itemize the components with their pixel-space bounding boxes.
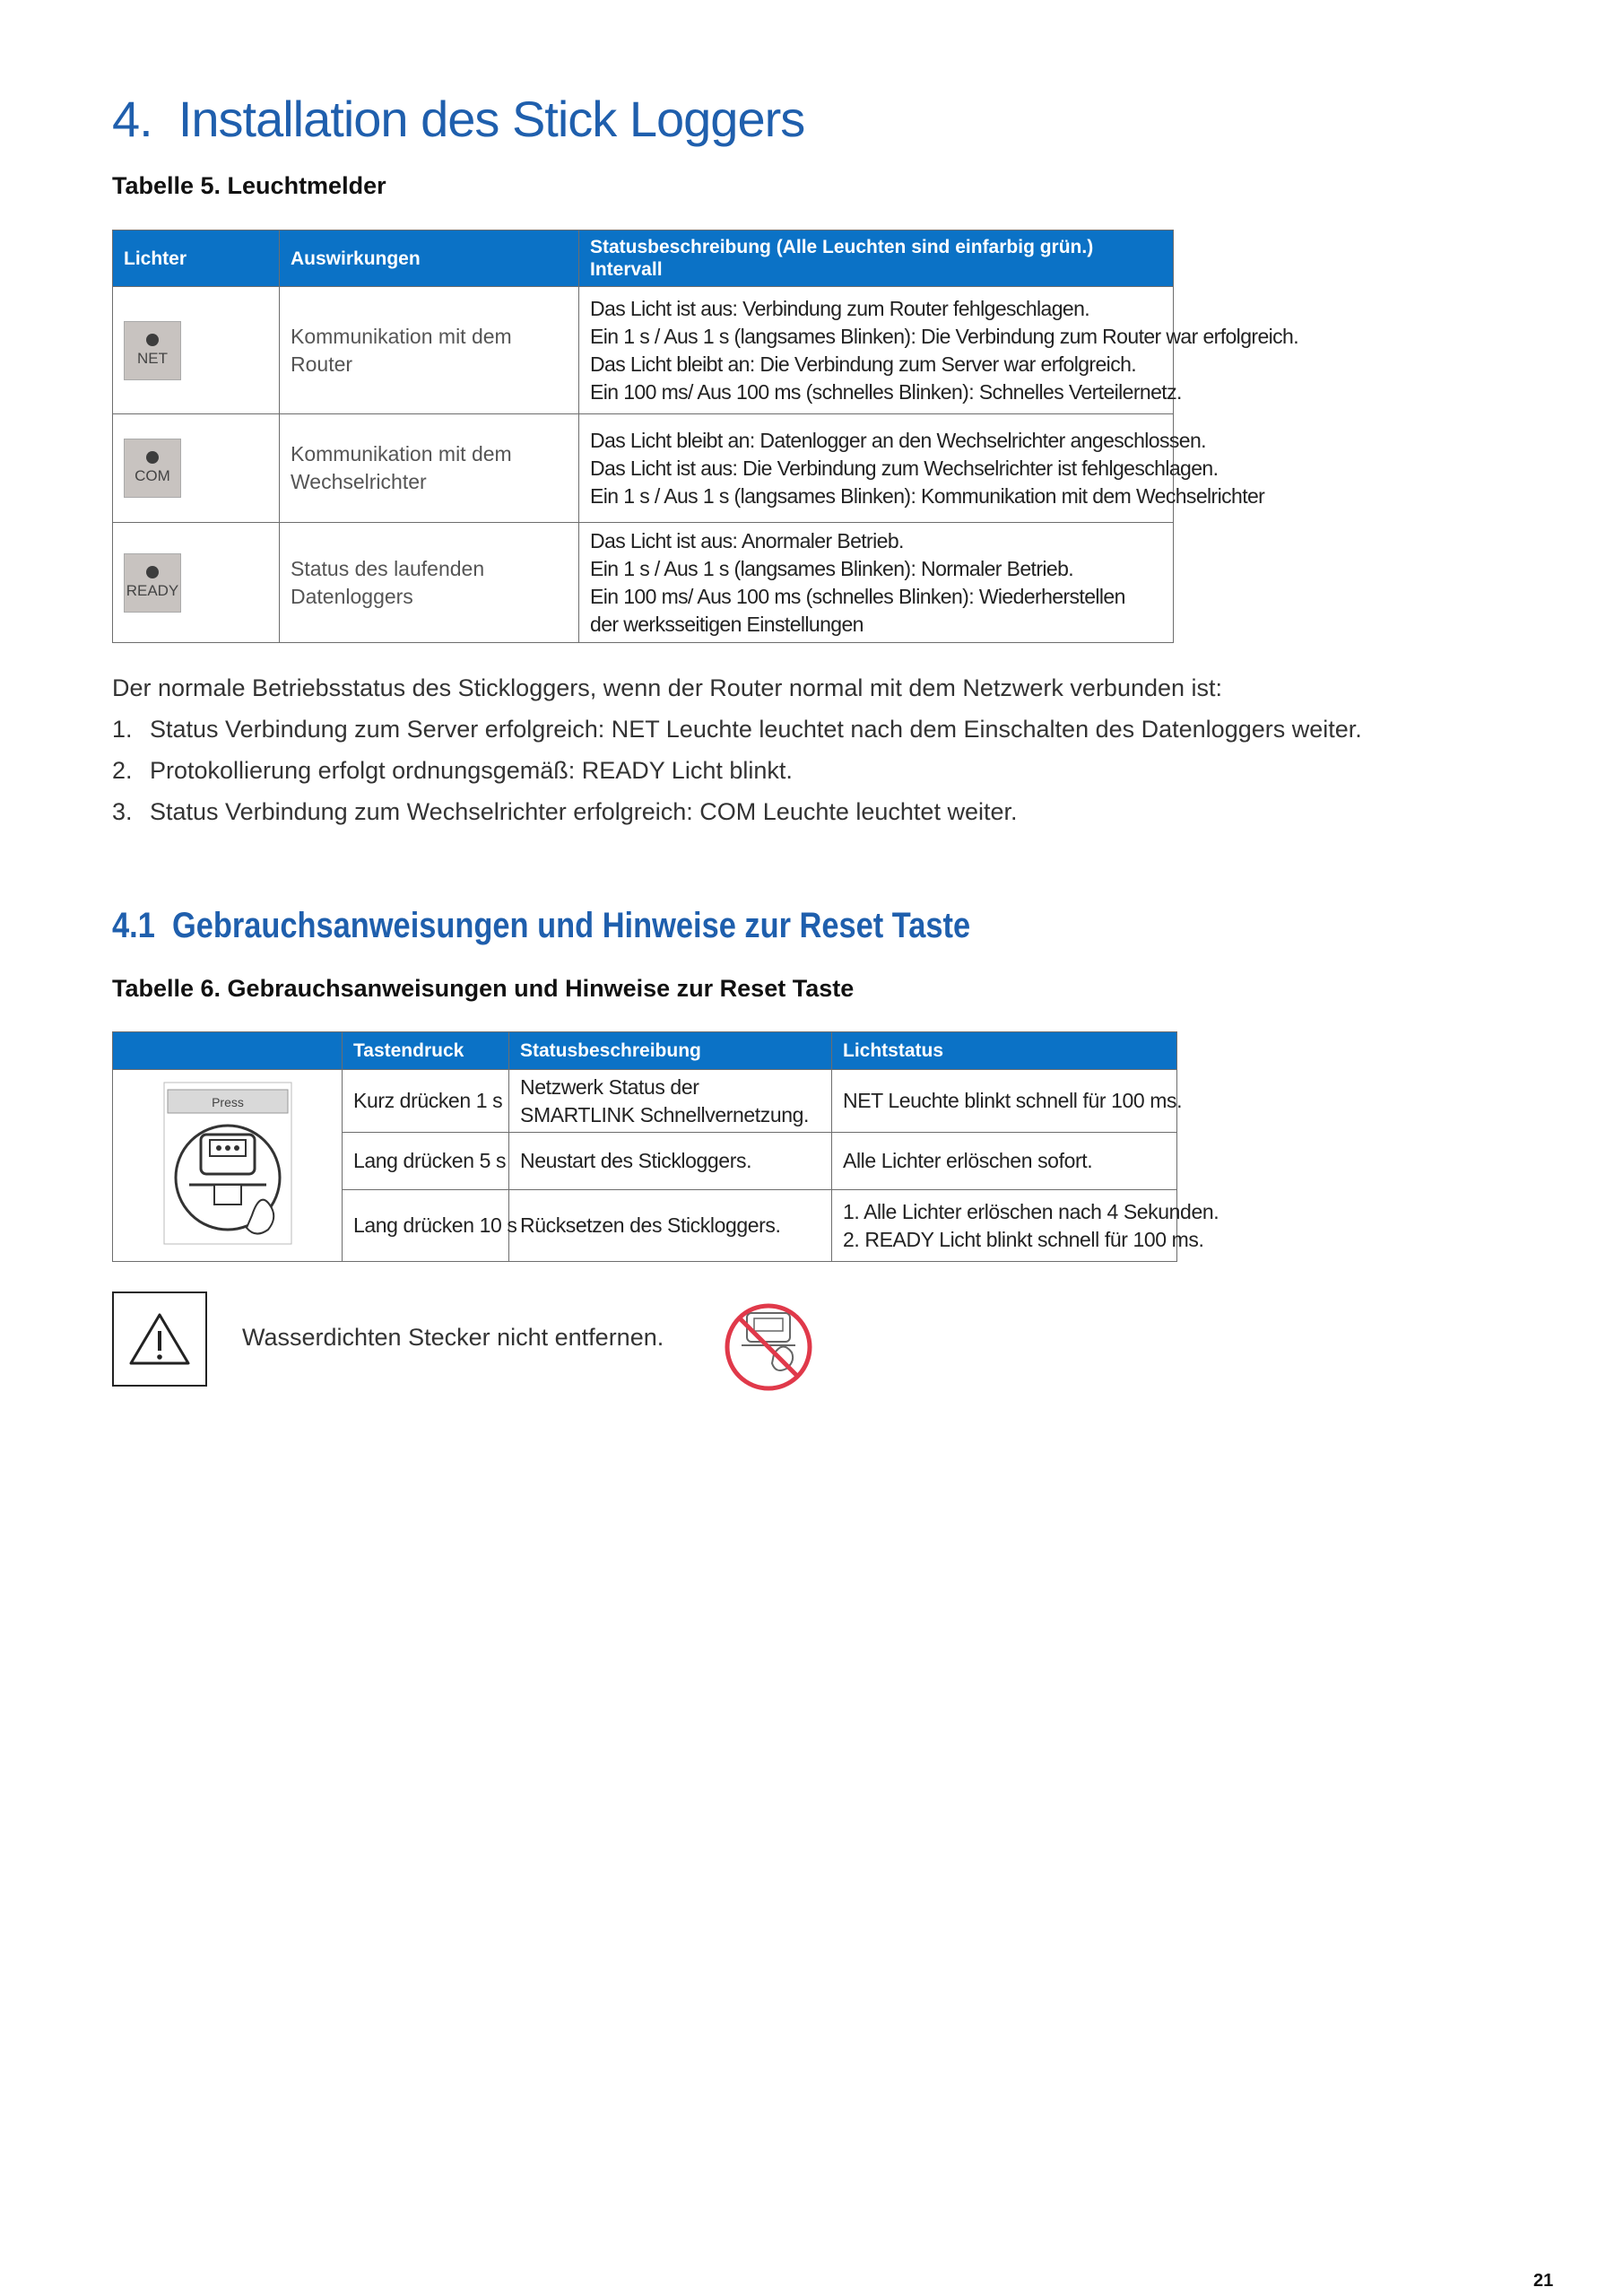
normal-status-intro: Der normale Betriebsstatus des Stickloggers, wenn der Router normal mit dem Netzwerk verbunden ist: — [112, 674, 1223, 701]
status-line: Das Licht ist aus: Anormaler Betrieb. — [590, 528, 904, 552]
page-number: 21 — [1533, 2271, 1554, 2291]
status-line: Das Licht ist aus: Die Verbindung zum Wechselrichter ist fehlgeschlagen. — [590, 456, 1219, 480]
effect-line: Kommunikation mit dem — [291, 324, 512, 348]
table-row — [113, 523, 1174, 643]
list-number: 3. — [112, 798, 133, 825]
subsection-number: 4.1 — [112, 906, 155, 945]
table-header-row — [113, 1032, 1177, 1070]
led-label: COM — [135, 467, 170, 484]
table-row — [113, 1070, 1177, 1133]
status-line: Ein 100 ms/ Aus 100 ms (schnelles Blinken): Wiederherstellen — [590, 584, 1125, 608]
status-header-line: Intervall — [590, 259, 663, 280]
light-line: NET Leuchte blinkt schnell für 100 ms. — [843, 1089, 1183, 1112]
table6-caption: Tabelle 6. Gebrauchsanweisungen und Hinweise zur Reset Taste — [112, 975, 855, 1002]
status-line: Netzwerk Status der — [520, 1074, 699, 1099]
com-led-image — [124, 439, 181, 498]
reset-image-cell — [113, 1070, 343, 1262]
table-reset-button — [112, 1031, 1219, 1262]
status-cell — [579, 414, 1265, 523]
list-number: 1. — [112, 716, 133, 743]
press-cell: Lang drücken 5 s — [343, 1133, 509, 1190]
col-header-status: Statusbeschreibung — [509, 1032, 832, 1070]
net-led-image — [124, 321, 181, 380]
status-cell — [579, 523, 1174, 643]
no-remove-plug-icon — [722, 1300, 815, 1394]
status-cell — [579, 287, 1299, 414]
col-header-effects: Auswirkungen — [280, 230, 579, 287]
table-header-row — [113, 230, 1174, 287]
table-row — [113, 287, 1174, 414]
list-number: 2. — [112, 757, 133, 784]
status-line: Das Licht ist aus: Verbindung zum Router fehlgeschlagen. — [590, 296, 1090, 320]
warning-text: Wasserdichten Stecker nicht entfernen. — [242, 1324, 664, 1351]
col-header-lights: Lichter — [113, 230, 280, 287]
list-text: Status Verbindung zum Wechselrichter erfolgreich: COM Leuchte leuchtet weiter. — [150, 798, 1018, 825]
press-label: Press — [211, 1095, 244, 1109]
status-line: der werksseitigen Einstellungen — [590, 612, 864, 636]
warning-triangle-icon — [127, 1311, 192, 1367]
warning-box — [112, 1292, 207, 1387]
led-cell — [113, 523, 280, 643]
table-leuchtmelder — [112, 230, 1299, 643]
col-header-light: Lichtstatus — [832, 1032, 1177, 1070]
led-dot — [146, 566, 159, 578]
status-line: Das Licht bleibt an: Datenlogger an den Wechselrichter angeschlossen. — [590, 428, 1206, 452]
list-item — [112, 798, 1017, 826]
section-heading — [112, 90, 804, 148]
effect-cell — [280, 287, 579, 414]
led-cell — [113, 287, 280, 414]
light-cell: Alle Lichter erlöschen sofort. — [832, 1133, 1177, 1190]
press-cell: Lang drücken 10 s — [343, 1190, 509, 1262]
status-line: Ein 100 ms/ Aus 100 ms (schnelles Blinken): Schnelles Verteilernetz. — [590, 379, 1182, 404]
list-text: Status Verbindung zum Server erfolgreich: NET Leuchte leuchtet nach dem Einschalten des Datenloggers weiter. — [150, 716, 1362, 743]
status-line: SMARTLINK Schnellvernetzung. — [520, 1102, 810, 1126]
effect-line: Kommunikation mit dem — [291, 442, 512, 465]
subsection-title: Gebrauchsanweisungen und Hinweise zur Reset Taste — [171, 906, 971, 945]
effect-line: Wechselrichter — [291, 470, 427, 493]
status-cell — [509, 1070, 832, 1133]
led-dot — [146, 334, 159, 346]
subsection-heading — [112, 906, 970, 946]
list-text: Protokollierung erfolgt ordnungsgemäß: READY Licht blinkt. — [150, 757, 793, 784]
status-line: Ein 1 s / Aus 1 s (langsames Blinken): Die Verbindung zum Router war erfolgreich. — [590, 324, 1299, 348]
col-header-image — [113, 1032, 343, 1070]
led-label: NET — [137, 349, 168, 367]
status-cell: Rücksetzen des Stickloggers. — [509, 1190, 832, 1262]
col-header-press: Tastendruck — [343, 1032, 509, 1070]
status-header-line: Statusbeschreibung (Alle Leuchten sind einfarbig grün.) — [590, 237, 1094, 257]
list-item — [112, 716, 1362, 744]
status-line: Ein 1 s / Aus 1 s (langsames Blinken): Normaler Betrieb. — [590, 556, 1074, 580]
effect-line: Datenloggers — [291, 584, 413, 608]
effect-line: Router — [291, 352, 353, 376]
ready-led-image — [124, 553, 181, 613]
press-cell: Kurz drücken 1 s — [343, 1070, 509, 1133]
led-label: READY — [126, 581, 179, 599]
table5-caption: Tabelle 5. Leuchtmelder — [112, 172, 386, 199]
light-line: 2. READY Licht blinkt schnell für 100 ms. — [843, 1227, 1204, 1251]
reset-button-illustration — [162, 1081, 293, 1246]
status-line: Ein 1 s / Aus 1 s (langsames Blinken): Kommunikation mit dem Wechselrichter — [590, 483, 1265, 508]
light-cell — [832, 1190, 1219, 1262]
list-item — [112, 757, 793, 785]
status-cell: Neustart des Stickloggers. — [509, 1133, 832, 1190]
effect-cell — [280, 523, 579, 643]
led-cell — [113, 414, 280, 523]
col-header-status — [579, 230, 1174, 287]
light-line: 1. Alle Lichter erlöschen nach 4 Sekunden. — [843, 1199, 1219, 1223]
section-title: Installation des Stick Loggers — [178, 91, 805, 147]
table-row — [113, 414, 1174, 523]
light-cell — [832, 1070, 1183, 1133]
effect-line: Status des laufenden — [291, 556, 485, 580]
effect-cell — [280, 414, 579, 523]
status-line: Das Licht bleibt an: Die Verbindung zum Server war erfolgreich. — [590, 352, 1137, 376]
section-number: 4. — [112, 91, 152, 147]
led-dot — [146, 451, 159, 464]
